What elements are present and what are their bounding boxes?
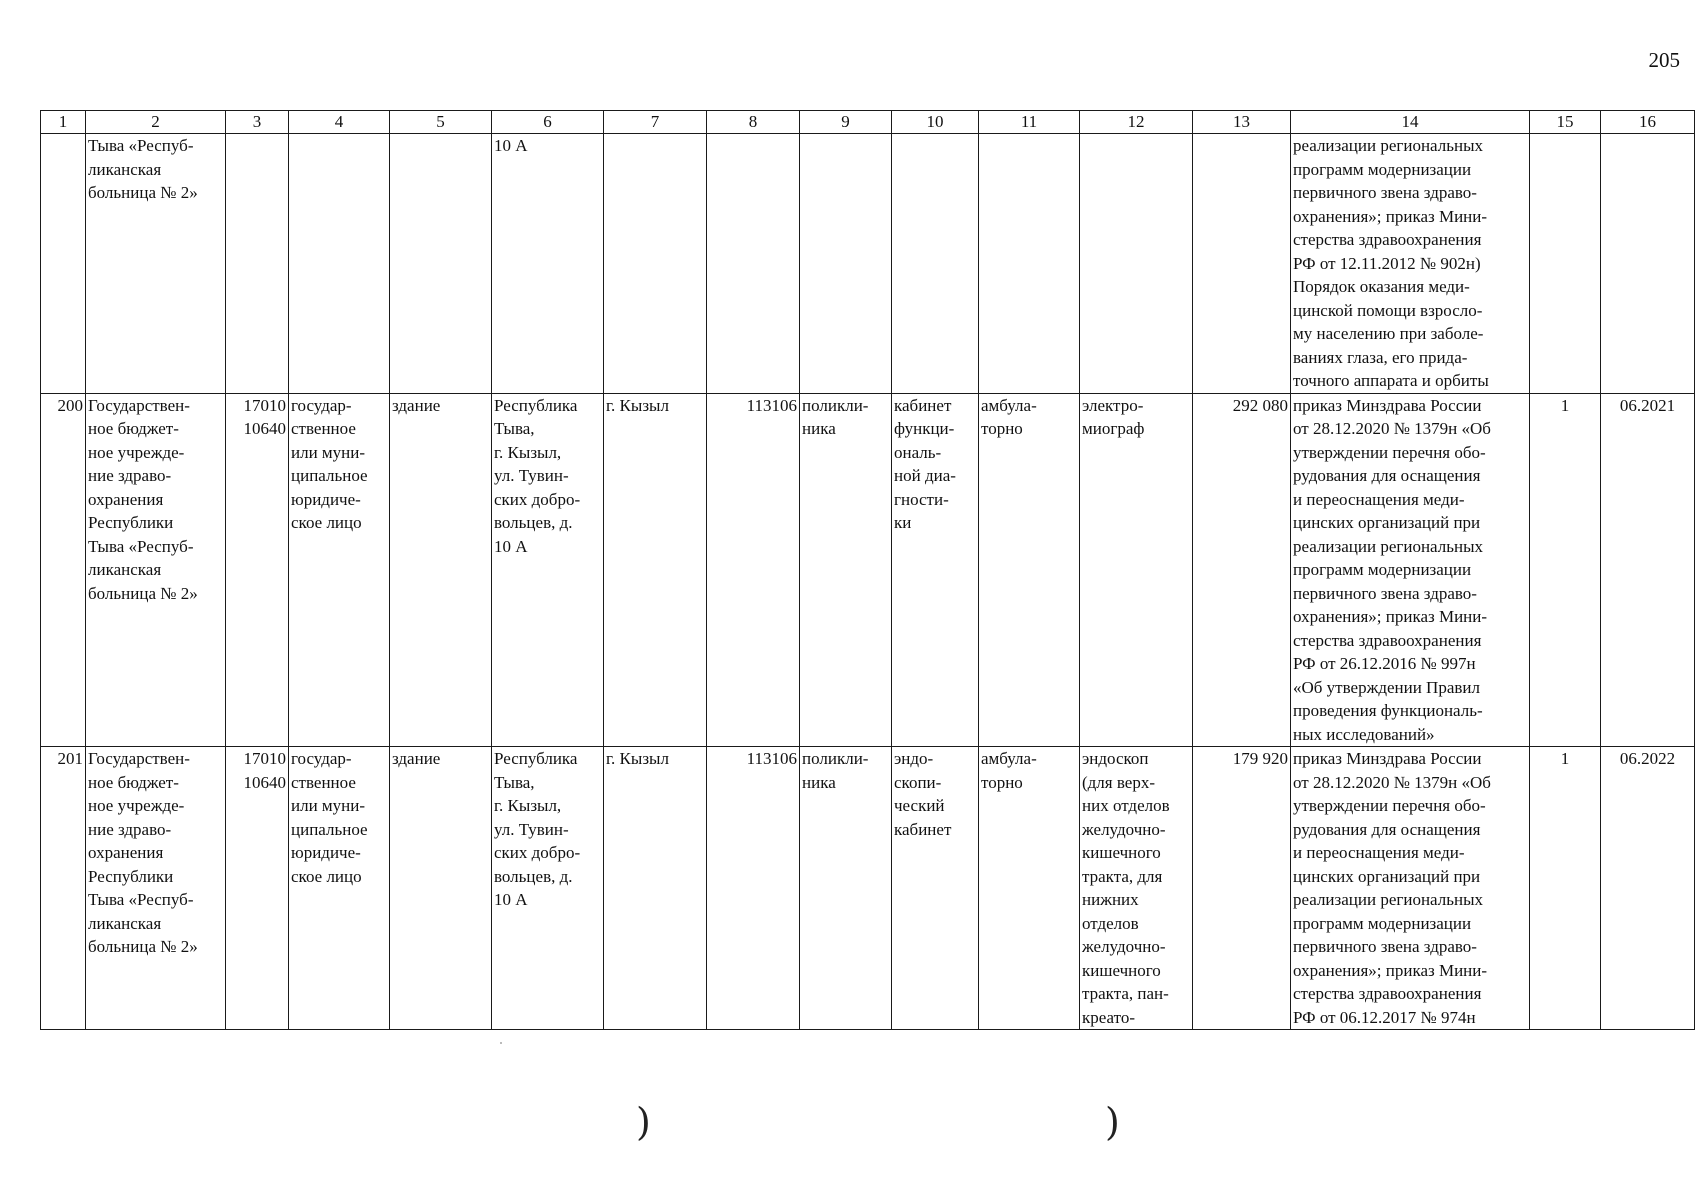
cell-code: 17010 10640 <box>226 747 289 1030</box>
column-header: 8 <box>707 111 800 134</box>
cell-quantity: 1 <box>1530 393 1601 747</box>
cell-address: 10 А <box>492 134 604 394</box>
cell-unit-type <box>800 134 892 394</box>
cell-number <box>41 134 86 394</box>
column-header: 1 <box>41 111 86 134</box>
column-header: 6 <box>492 111 604 134</box>
cell-date: 06.2021 <box>1601 393 1695 747</box>
cell-care-mode: амбула- торно <box>979 747 1080 1030</box>
column-header: 2 <box>86 111 226 134</box>
column-header: 5 <box>390 111 492 134</box>
column-header: 3 <box>226 111 289 134</box>
table-row-continued <box>41 134 1695 394</box>
column-header: 7 <box>604 111 707 134</box>
column-number-header-row <box>41 111 1695 134</box>
column-header: 15 <box>1530 111 1601 134</box>
column-header: 9 <box>800 111 892 134</box>
column-header: 12 <box>1080 111 1193 134</box>
cell-organization: Государствен- ное бюджет- ное учрежде- ние здраво- охранения Республики Тыва «Респуб- ликанская больница № 2» <box>86 747 226 1030</box>
column-header: 16 <box>1601 111 1695 134</box>
cell-equipment: электро- миограф <box>1080 393 1193 747</box>
cell-code: 17010 10640 <box>226 393 289 747</box>
page-number: 205 <box>1648 48 1680 72</box>
cell-object-type: здание <box>390 393 492 747</box>
cell-care-mode: амбула- торно <box>979 393 1080 747</box>
cell-care-mode <box>979 134 1080 394</box>
cell-legal-form <box>289 134 390 394</box>
cell-object-type: здание <box>390 747 492 1030</box>
column-header: 13 <box>1193 111 1291 134</box>
cell-number: 201 <box>41 747 86 1030</box>
cell-legal-form: государ- ственное или муни- ципальное юридиче- ское лицо <box>289 393 390 747</box>
cell-okato: 113106 <box>707 393 800 747</box>
handwritten-mark-left: ) <box>636 1100 651 1144</box>
column-header: 4 <box>289 111 390 134</box>
cell-number: 200 <box>41 393 86 747</box>
cell-cost: 179 920 <box>1193 747 1291 1030</box>
cell-okato: 113106 <box>707 747 800 1030</box>
cell-date: 06.2022 <box>1601 747 1695 1030</box>
cell-legal-basis: приказ Минздрава России от 28.12.2020 № 1379н «Об утверждении перечня обо- рудования для оснащения и переоснащения меди- цинских организаций при реализации региональных программ модернизации первичного звена здраво- охранения»; приказ Мини- стерства здравоохранения РФ от 26.12.2016 № 997н «Об утверждении Правил проведения функциональ- ных исследований» <box>1291 393 1530 747</box>
cell-object-type <box>390 134 492 394</box>
cell-organization: Государствен- ное бюджет- ное учрежде- ние здраво- охранения Республики Тыва «Респуб- ликанская больница № 2» <box>86 393 226 747</box>
cell-address: Республика Тыва, г. Кызыл, ул. Тувин- ских добро- вольцев, д. 10 А <box>492 393 604 747</box>
cell-cost: 292 080 <box>1193 393 1291 747</box>
cell-equipment <box>1080 134 1193 394</box>
cell-unit-type: поликли- ника <box>800 747 892 1030</box>
scan-speck <box>500 1042 502 1044</box>
cell-organization: Тыва «Респуб- ликанская больница № 2» <box>86 134 226 394</box>
equipment-registry-table <box>40 110 1695 1030</box>
handwritten-mark-right: ) <box>1105 1100 1120 1144</box>
cell-unit-type: поликли- ника <box>800 393 892 747</box>
column-header: 11 <box>979 111 1080 134</box>
cell-city: г. Кызыл <box>604 747 707 1030</box>
column-header: 14 <box>1291 111 1530 134</box>
cell-room: эндо- скопи- ческий кабинет <box>892 747 979 1030</box>
cell-cost <box>1193 134 1291 394</box>
cell-legal-basis: приказ Минздрава России от 28.12.2020 № 1379н «Об утверждении перечня обо- рудования для оснащения и переоснащения меди- цинских организаций при реализации региональных программ модернизации первичного звена здраво- охранения»; приказ Мини- стерства здравоохранения РФ от 06.12.2017 № 974н <box>1291 747 1530 1030</box>
cell-quantity <box>1530 134 1601 394</box>
table-row-200 <box>41 393 1695 747</box>
cell-room <box>892 134 979 394</box>
cell-room: кабинет функци- ональ- ной диа- гности- ки <box>892 393 979 747</box>
cell-city: г. Кызыл <box>604 393 707 747</box>
cell-address: Республика Тыва, г. Кызыл, ул. Тувин- ских добро- вольцев, д. 10 А <box>492 747 604 1030</box>
cell-city <box>604 134 707 394</box>
cell-okato <box>707 134 800 394</box>
column-header: 10 <box>892 111 979 134</box>
table-row-201 <box>41 747 1695 1030</box>
cell-equipment: эндоскоп (для верх- них отделов желудочно- кишечного тракта, для нижних отделов желудочно- кишечного тракта, пан- креато- <box>1080 747 1193 1030</box>
cell-code <box>226 134 289 394</box>
cell-date <box>1601 134 1695 394</box>
cell-legal-form: государ- ственное или муни- ципальное юридиче- ское лицо <box>289 747 390 1030</box>
cell-quantity: 1 <box>1530 747 1601 1030</box>
cell-legal-basis: реализации региональных программ модернизации первичного звена здраво- охранения»; приказ Мини- стерства здравоохранения РФ от 12.11.2012 № 902н) Порядок оказания меди- цинской помощи взросло- му населению при заболе- ваниях глаза, его прида- точного аппарата и орбиты <box>1291 134 1530 394</box>
